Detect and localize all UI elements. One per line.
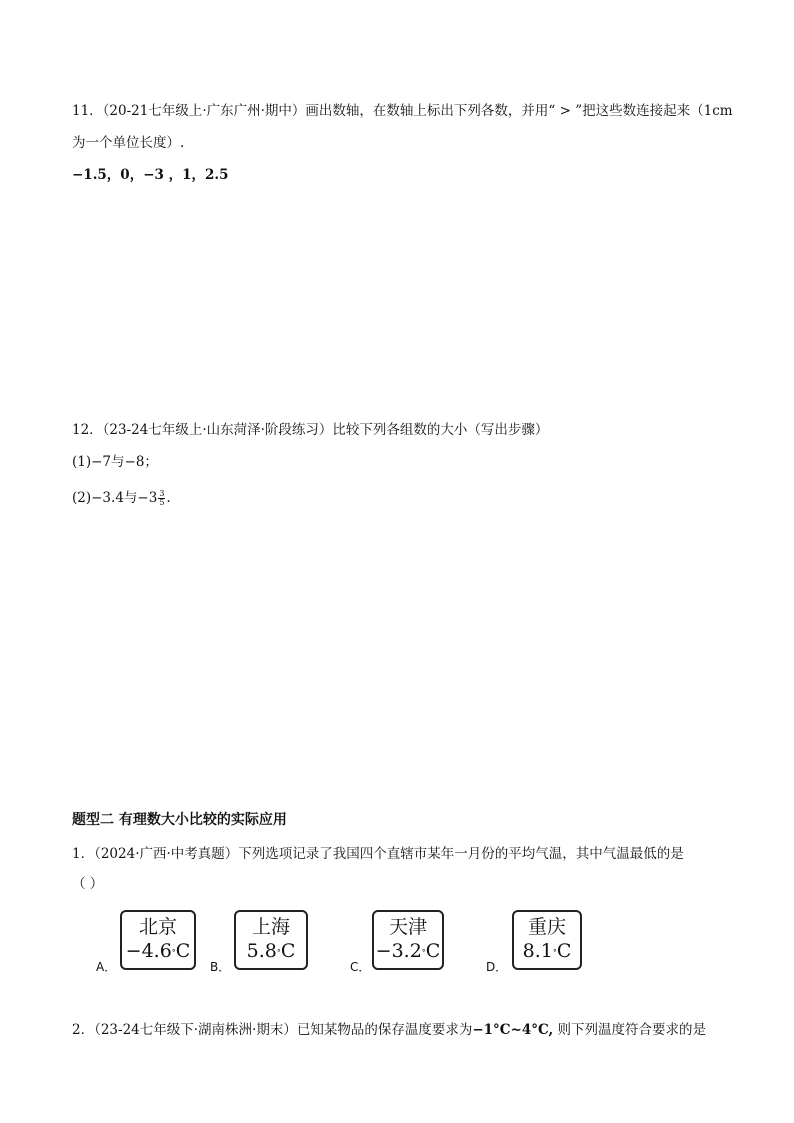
option-b-letter: B． — [210, 960, 231, 974]
q12-part2 — [72, 488, 171, 508]
option-b-temp-unit: C — [280, 940, 296, 962]
option-a-letter: A． — [96, 960, 117, 974]
q12-line1: 12．（23-24七年级上·山东菏泽·阶段练习）比较下列各组数的大小（写出步骤） — [72, 422, 549, 438]
p2-prefix: 2．（23-24七年级下·湖南株洲·期末）已知某物品的保存温度要求为 — [72, 1022, 473, 1038]
option-b-city: 上海 — [251, 916, 290, 938]
degree-symbol: ° — [171, 948, 176, 957]
option-c-box — [372, 910, 444, 970]
option-d-city: 重庆 — [527, 916, 566, 938]
fraction-numerator: 3 — [159, 489, 165, 498]
section-title: 题型二 有理数大小比较的实际应用 — [72, 812, 287, 828]
option-c-temp — [374, 939, 442, 963]
option-a-temp — [122, 939, 194, 963]
option-a-temp-value: −4.6 — [125, 940, 172, 962]
p1-line1: 1．（2024·广西·中考真题）下列选项记录了我国四个直辖市某年一月份的平均气温，其中气温最低的是 — [72, 846, 684, 862]
degree-symbol: ° — [421, 948, 426, 957]
fraction-denominator: 5 — [159, 498, 165, 507]
q11-numbers: −1.5，0，−3 ，1，2.5 — [72, 167, 229, 183]
option-a-city: 北京 — [138, 916, 177, 938]
p1-line2: （ ） — [72, 876, 104, 892]
q11-line2: 为一个单位长度）. — [72, 135, 185, 151]
q12-part2-fraction — [158, 490, 165, 507]
option-a-temp-unit: C — [175, 940, 191, 962]
option-d-box — [512, 910, 582, 970]
q12-part2-prefix: (2)−3.4与−3 — [72, 490, 158, 506]
p2-suffix: 则下列温度符合要求的是 — [553, 1022, 707, 1038]
p2-line1 — [72, 1020, 706, 1040]
q12-part1: (1)−7与−8； — [72, 454, 158, 470]
degree-symbol: ° — [276, 948, 281, 957]
option-b-temp — [236, 939, 306, 963]
degree-symbol: ° — [552, 948, 557, 957]
option-d-temp-value: 8.1 — [522, 940, 553, 962]
option-d-temp-unit: C — [556, 940, 572, 962]
option-d-temp — [514, 939, 580, 963]
p2-temperature-range: −1°C~4°C, — [472, 1022, 554, 1038]
option-c-letter: C． — [350, 960, 371, 974]
option-c-city: 天津 — [388, 916, 427, 938]
option-d-letter: D． — [486, 960, 508, 974]
option-b-box — [234, 910, 308, 970]
option-c-temp-value: −3.2 — [375, 940, 422, 962]
option-a-box — [120, 910, 196, 970]
option-b-temp-value: 5.8 — [246, 940, 277, 962]
option-c-temp-unit: C — [425, 940, 441, 962]
q11-line1: 11．（20-21七年级上·广东广州·期中）画出数轴，在数轴上标出下列各数，并用“ > ”把这些数连接起来（1cm — [72, 103, 733, 119]
q12-part2-suffix: . — [166, 490, 171, 506]
